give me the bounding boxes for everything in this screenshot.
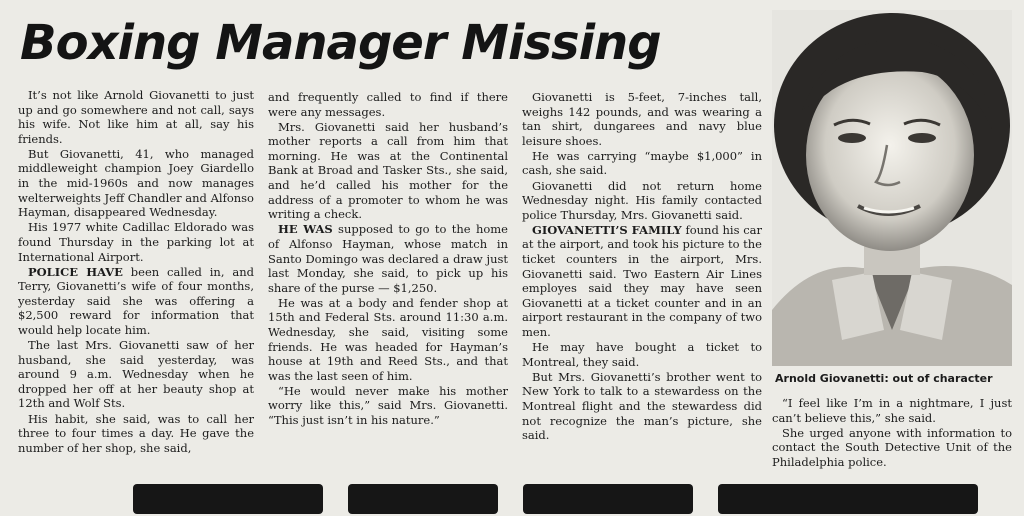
article-paragraph: But Giovanetti, 41, who managed middleweight champion Joey Giardello in the mid-1960s and now manages welterweights Jeff Chandler and Alfonso Hayman, disappeared Wednesday. [18, 146, 254, 220]
article-paragraph: He may have bought a ticket to Montreal, they said. [522, 340, 762, 369]
article-column-3 [522, 90, 762, 443]
next-article-headline-fragment [18, 476, 1018, 516]
headline: Boxing Manager Missing [20, 15, 661, 71]
paragraph-text: supposed to go to the home of Alfonso Hayman, whose match in Santo Domingo was declared a draw just last Monday, she said, to pick up his share of the purse — $1,250. [268, 222, 508, 295]
paragraph-lead-in: POLICE HAVE [28, 264, 123, 279]
article-paragraph [522, 223, 762, 340]
paragraph-text: been called in, and Terry, Giovanetti’s wife of four months, yesterday said she was offering a $2,500 reward for information that would help locate him. [18, 264, 254, 337]
photo-caption: Arnold Giovanetti: out of character [775, 372, 993, 385]
article-paragraph: Mrs. Giovanetti said her husband’s mother reports a call from him that morning. He was at the Continental Bank at Broad and Tasker Sts., she said, and he’d called his mother for the address of a promoter to whom he was writing a check. [268, 119, 508, 222]
article-paragraph: It’s not like Arnold Giovanetti to just up and go somewhere and not call, says his wife. Not like him at all, say his friends. [18, 88, 254, 146]
portrait-photo-icon [772, 10, 1012, 366]
article-column-1 [18, 88, 254, 455]
paragraph-text: found his car at the airport, and took his picture to the ticket counters in the airport, Mrs. Giovanetti said. Two Eastern Air Lines employes said they may have seen Giovanetti at a ticket counter and in an airport restaurant in the company of two men. [522, 222, 762, 339]
article-paragraph [268, 222, 508, 295]
paragraph-lead-in: HE WAS [278, 222, 333, 237]
article-paragraph: “I feel like I’m in a nightmare, I just can’t believe this,” she said. [772, 396, 1012, 425]
article-paragraph: and frequently called to find if there were any messages. [268, 90, 508, 119]
article-column-2 [268, 90, 508, 428]
article-column-4 [772, 396, 1012, 469]
article-paragraph: She urged anyone with information to contact the South Detective Unit of the Philadelphia police. [772, 425, 1012, 469]
article-paragraph: His 1977 white Cadillac Eldorado was found Thursday in the parking lot at International Airport. [18, 220, 254, 264]
article-paragraph: The last Mrs. Giovanetti saw of her husband, she said yesterday, was around 9 a.m. Wednesday when he dropped her off at her beauty shop at 12th and Wolf Sts. [18, 338, 254, 411]
article-paragraph: Giovanetti did not return home Wednesday night. His family contacted police Thursday, Mrs. Giovanetti said. [522, 178, 762, 222]
article-paragraph: Giovanetti is 5-feet, 7-inches tall, weighs 142 pounds, and was wearing a tan shirt, dungarees and navy blue leisure shoes. [522, 90, 762, 148]
article-paragraph: But Mrs. Giovanetti’s brother went to New York to talk to a stewardess on the Montreal flight and the stewardess did not recognize the man’s picture, she said. [522, 369, 762, 443]
article-paragraph [18, 265, 254, 338]
paragraph-lead-in: GIOVANETTI’S FAMILY [532, 222, 682, 237]
article-paragraph: “He would never make his mother worry like this,” said Mrs. Giovanetti. “This just isn’t in his nature.” [268, 383, 508, 428]
portrait-photo [772, 10, 1012, 366]
article-paragraph: His habit, she said, was to call her three to four times a day. He gave the number of her shop, she said, [18, 411, 254, 455]
article-paragraph: He was carrying “maybe $1,000” in cash, she said. [522, 148, 762, 178]
article-paragraph: He was at a body and fender shop at 15th and Federal Sts. around 11:30 a.m. Wednesday, she said, visiting some friends. He was headed for Hayman’s house at 19th and Reed Sts., and that was the last seen of him. [268, 295, 508, 383]
